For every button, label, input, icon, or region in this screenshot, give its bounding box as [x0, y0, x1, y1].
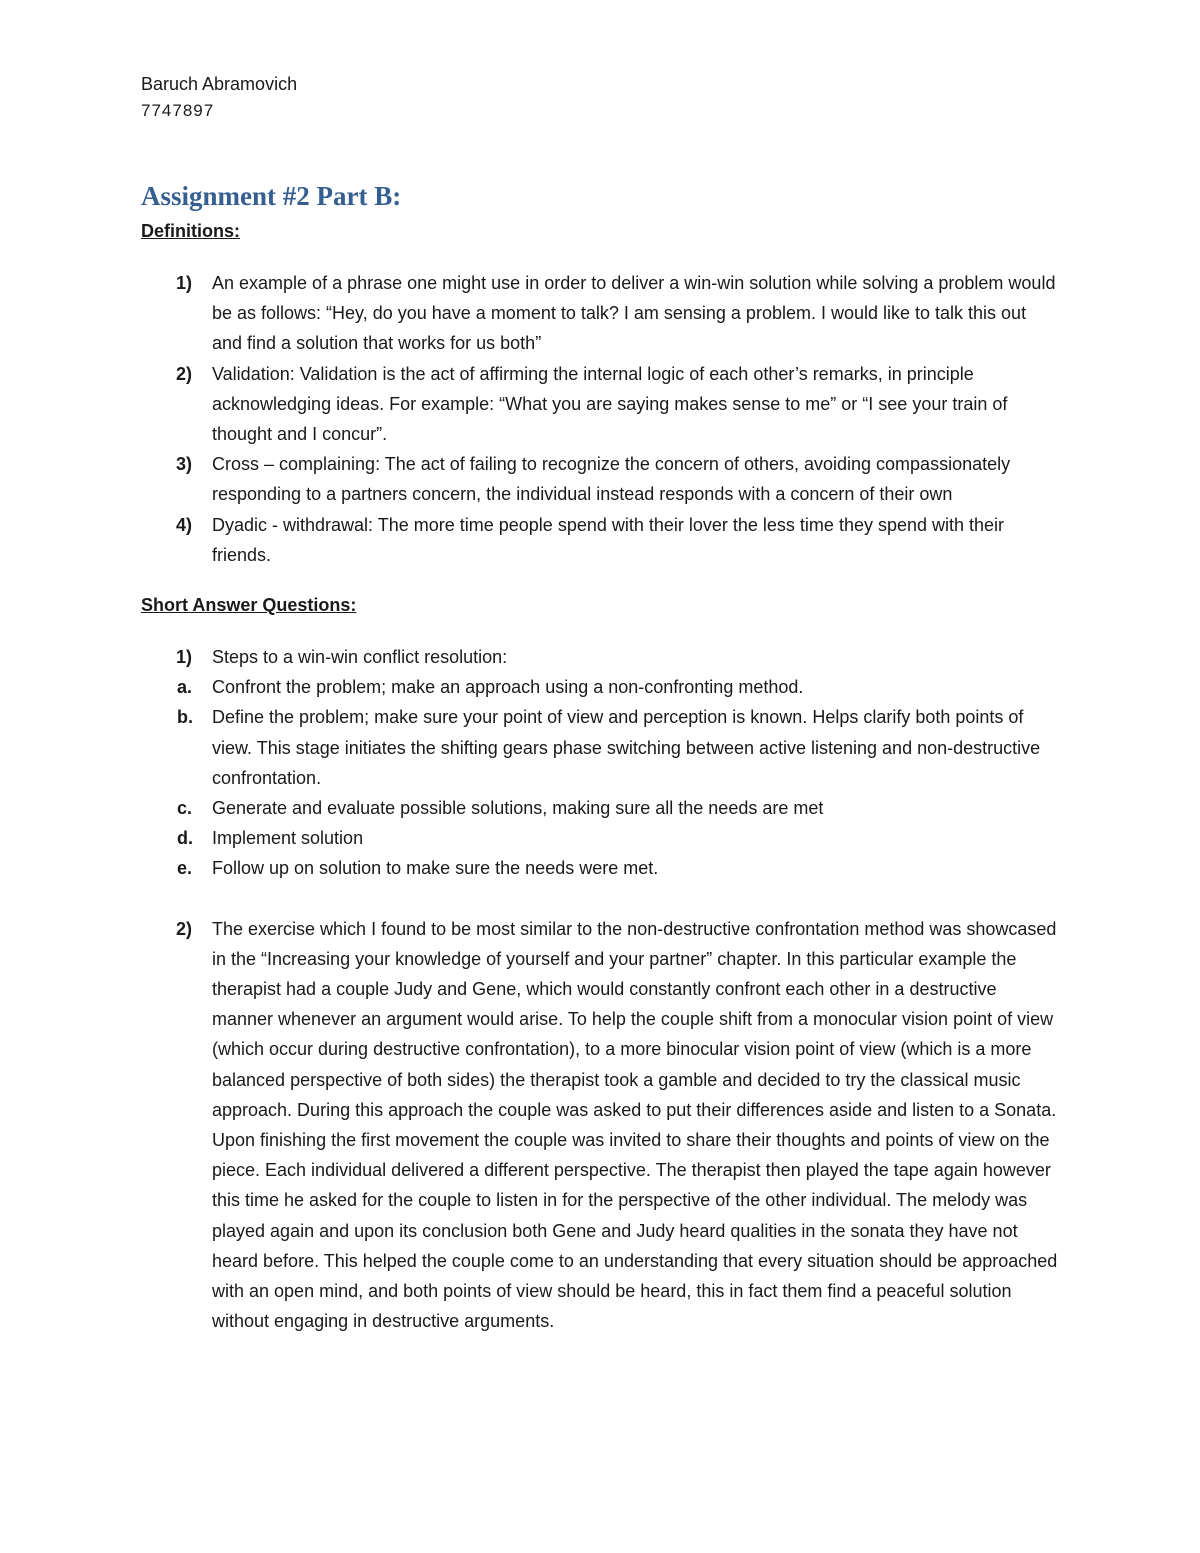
item-number: 1)	[176, 647, 193, 668]
item-number: 2)	[176, 918, 193, 939]
item-number: 3)	[176, 454, 193, 475]
step-letter: d.	[177, 828, 193, 849]
item-text: Dyadic - withdrawal: The more time people spend with their lover the less time they spend with their friends.	[212, 514, 1005, 565]
step-item	[141, 702, 1060, 793]
step-item	[141, 853, 1060, 883]
steps-list	[141, 672, 1060, 883]
item-number: 4)	[176, 514, 193, 535]
step-item	[141, 823, 1060, 853]
short-answer-list	[141, 642, 1060, 1336]
item-text: Validation: Validation is the act of affirming the internal logic of each other’s remarks, in principle acknowledging ideas. For example: “What you are saying makes sense to me” or “I see your train of thought and I concur”.	[212, 363, 1008, 445]
step-text: Confront the problem; make an approach using a non-confronting method.	[212, 677, 804, 698]
step-item	[141, 672, 1060, 702]
short-answer-item	[141, 642, 1060, 672]
step-text: Implement solution	[212, 828, 364, 849]
definitions-heading: Definitions:	[141, 221, 240, 241]
definition-item	[141, 268, 1060, 359]
steps-container	[141, 672, 1060, 883]
short-answer-item	[141, 914, 1060, 1337]
item-text: The exercise which I found to be most similar to the non-destructive confrontation method was showcased in the “Increasing your knowledge of yourself and your partner” chapter. In this particular example the therapist had a couple Judy and Gene, which would constantly confront each other in a destructive manner whenever an argument would arise. To help the couple shift from a monocular vision point of view (which occur during destructive confrontation), to a more binocular vision point of view (which is a more balanced perspective of both sides) the therapist took a gamble and decided to try the classical music approach. During this approach the couple was asked to put their differences aside and listen to a Sonata. Upon finishing the first movement the couple was invited to share their thoughts and points of view on the piece. Each individual delivered a different perspective. The therapist then played the tape again however this time he asked for the couple to listen in for the perspective of the other individual. The melody was played again and upon its conclusion both Gene and Judy heard qualities in the sonata they have not heard before. This helped the couple come to an understanding that every situation should be approached with an open mind, and both points of view should be heard, this in fact them find a peaceful solution without engaging in destructive arguments.	[212, 918, 1058, 1332]
step-letter: a.	[177, 677, 193, 698]
step-text: Define the problem; make sure your point of view and perception is known. Helps clarify both points of view. This stage initiates the shifting gears phase switching between active listening and non-destructive confrontation.	[212, 707, 1041, 788]
author-name: Baruch Abramovich	[141, 74, 298, 94]
step-letter: b.	[177, 707, 193, 728]
student-id: 7747897	[141, 101, 215, 120]
definition-item	[141, 359, 1060, 450]
item-text: Steps to a win-win conflict resolution:	[212, 647, 508, 668]
definition-item	[141, 449, 1060, 509]
definition-item	[141, 510, 1060, 570]
definitions-list	[141, 268, 1060, 570]
item-text: An example of a phrase one might use in order to deliver a win-win solution while solving a problem would be as follows: “Hey, do you have a moment to talk? I am sensing a problem. I would like to talk this out and find a solution that works for us both”	[212, 273, 1056, 354]
step-text: Follow up on solution to make sure the needs were met.	[212, 858, 659, 879]
step-item	[141, 793, 1060, 823]
step-letter: c.	[177, 798, 193, 819]
item-number: 1)	[176, 273, 193, 293]
step-letter: e.	[177, 858, 193, 879]
short-answer-heading: Short Answer Questions:	[141, 595, 357, 616]
item-number: 2)	[176, 363, 193, 384]
item-text: Cross – complaining: The act of failing to recognize the concern of others, avoiding compassionately responding to a partners concern, the individual instead responds with a concern of their own	[212, 454, 1011, 505]
document-title: Assignment #2 Part B:	[141, 181, 402, 211]
step-text: Generate and evaluate possible solutions, making sure all the needs are met	[212, 798, 824, 819]
